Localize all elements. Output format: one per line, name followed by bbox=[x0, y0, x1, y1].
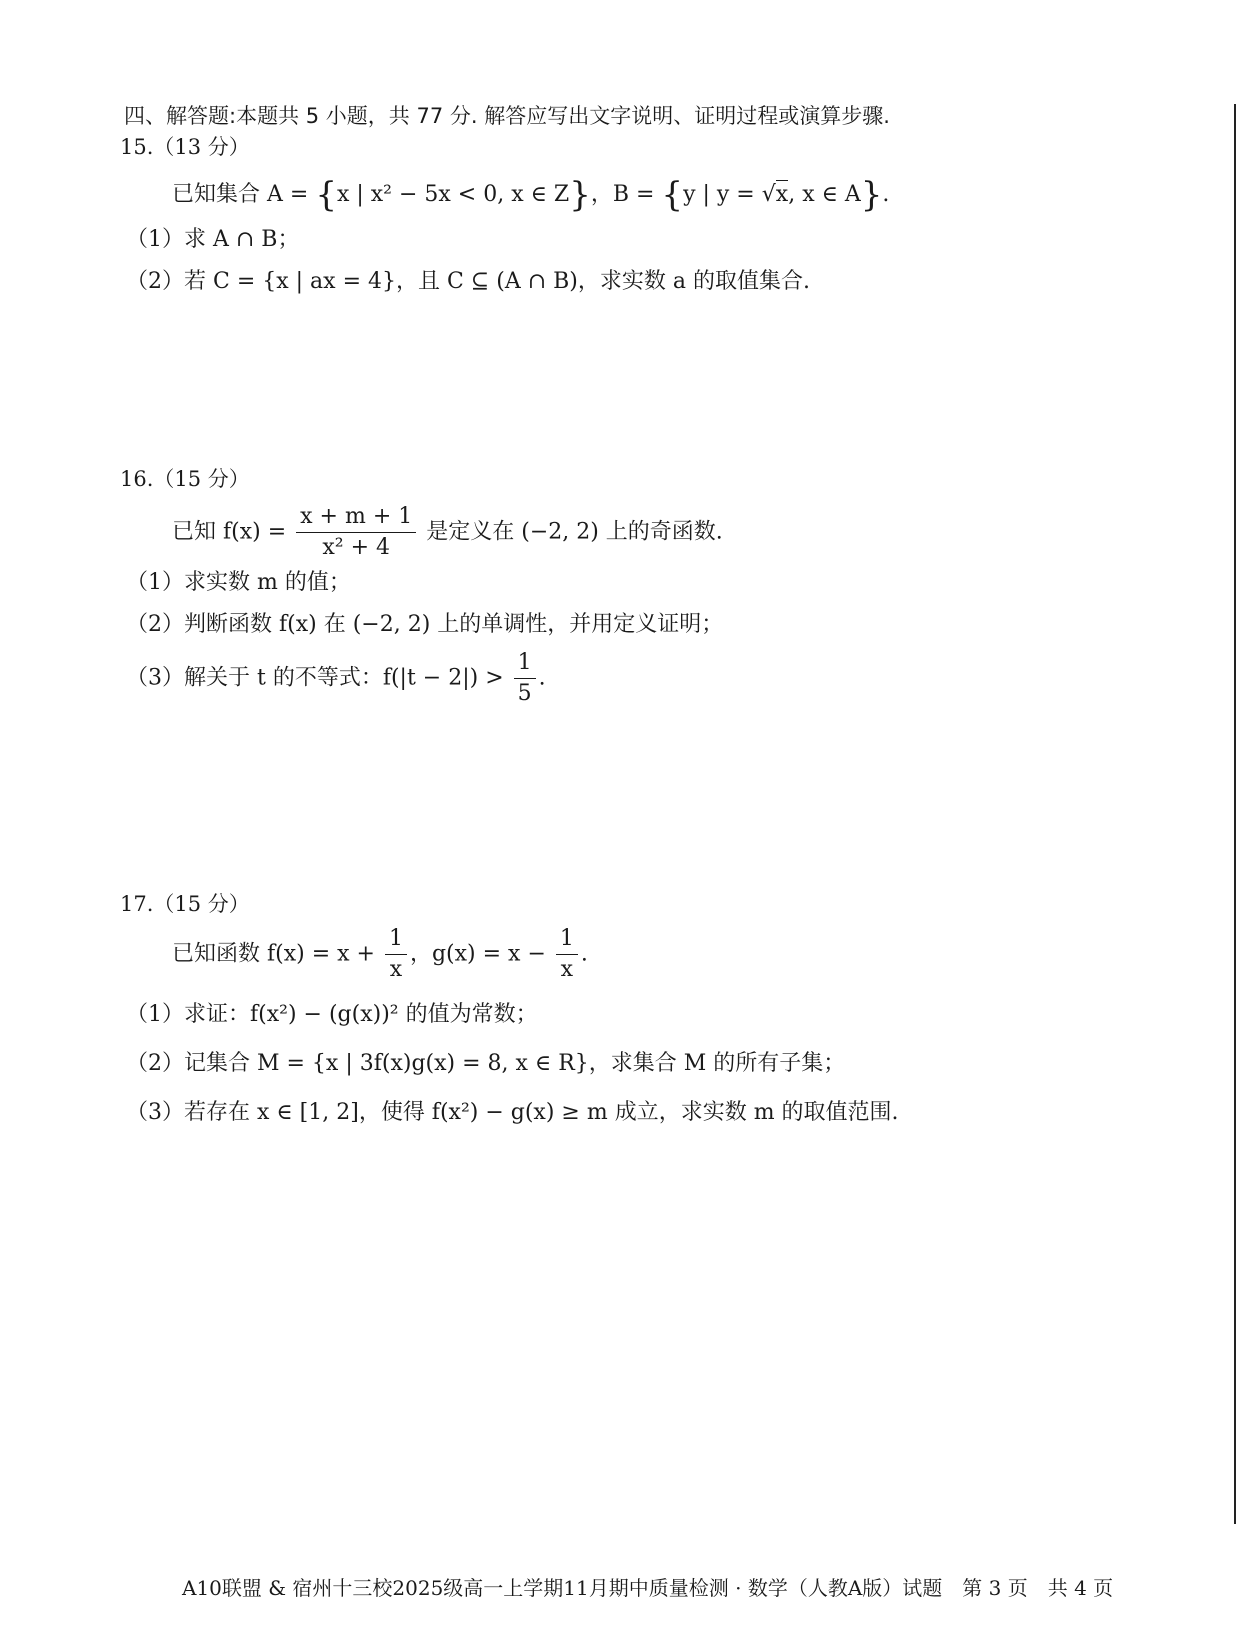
q16-part3-fraction bbox=[514, 652, 536, 705]
q16-part3-prefix: （3）解关于 t 的不等式：f(|t − 2|) > bbox=[126, 665, 511, 691]
q17-g-fraction bbox=[556, 928, 578, 981]
q17-g-numerator: 1 bbox=[556, 928, 578, 955]
q16-part3 bbox=[126, 652, 546, 705]
q16-fraction-numerator: x + m + 1 bbox=[296, 506, 416, 533]
q17-f-fraction bbox=[385, 928, 407, 981]
q15-part1: （1）求 A ∩ B； bbox=[126, 227, 300, 252]
q17-given-mid: ，g(x) = x − bbox=[409, 941, 553, 967]
q15-set-b-pre: y | y = bbox=[683, 182, 762, 207]
q16-part1: （1）求实数 m 的值； bbox=[126, 570, 351, 595]
q15-sqrt-arg: x bbox=[775, 182, 789, 207]
q16-fraction bbox=[296, 506, 416, 559]
section-title: 四、解答题:本题共 5 小题，共 77 分. 解答应写出文字说明、证明过程或演算步骤. bbox=[124, 104, 890, 128]
q17-f-numerator: 1 bbox=[385, 928, 407, 955]
q15-set-a-left-brace: { bbox=[315, 175, 337, 215]
page-footer: A10联盟 & 宿州十三校2025级高一上学期11月期中质量检测 · 数学（人教A版）试题 第 3 页 共 4 页 bbox=[182, 1576, 1114, 1600]
q16-number: 16.（15 分） bbox=[120, 467, 250, 491]
q17-given bbox=[172, 928, 588, 981]
q15-set-a-right-brace: } bbox=[569, 175, 591, 215]
q17-g-denominator: x bbox=[560, 957, 574, 982]
q16-part3-numerator: 1 bbox=[514, 652, 536, 679]
q16-given-suffix: 是定义在 (−2, 2) 上的奇函数. bbox=[419, 519, 723, 545]
q17-part3: （3）若存在 x ∈ [1, 2]，使得 f(x²) − g(x) ≥ m 成立，求实数 m 的取值范围. bbox=[126, 1100, 899, 1125]
q15-given bbox=[172, 175, 890, 215]
q17-number: 17.（15 分） bbox=[120, 892, 250, 916]
q17-given-end: . bbox=[580, 941, 588, 967]
q16-given-prefix: 已知 f(x) = bbox=[172, 519, 294, 545]
q16-part2: （2）判断函数 f(x) 在 (−2, 2) 上的单调性，并用定义证明； bbox=[126, 612, 724, 637]
sqrt-icon: √ bbox=[761, 182, 776, 207]
q16-fraction-denominator: x² + 4 bbox=[322, 535, 391, 560]
q15-part2: （2）若 C = {x | ax = 4}，且 C ⊆ (A ∩ B)，求实数 a 的取值集合. bbox=[126, 269, 810, 294]
q17-part2: （2）记集合 M = {x | 3f(x)g(x) = 8, x ∈ R}，求集合 M 的所有子集； bbox=[126, 1051, 846, 1076]
q15-set-a: x | x² − 5x < 0, x ∈ Z bbox=[336, 182, 570, 207]
q15-given-end: . bbox=[882, 182, 890, 207]
q17-given-prefix: 已知函数 f(x) = x + bbox=[172, 941, 382, 967]
q16-given bbox=[172, 506, 723, 559]
q15-number: 15.（13 分） bbox=[120, 135, 250, 159]
q15-set-b-right-brace: } bbox=[860, 175, 883, 215]
q16-part3-suffix: . bbox=[538, 665, 546, 691]
q17-part1: （1）求证：f(x²) − (g(x))² 的值为常数； bbox=[126, 1002, 538, 1027]
page-edge-rule bbox=[1234, 104, 1236, 1524]
q15-given-mid: ，B = bbox=[590, 182, 662, 207]
q15-set-b-post: , x ∈ A bbox=[788, 182, 861, 207]
q17-f-denominator: x bbox=[389, 957, 403, 982]
q15-given-prefix: 已知集合 A = bbox=[172, 182, 316, 207]
q15-set-b-left-brace: { bbox=[661, 175, 684, 215]
q16-part3-denominator: 5 bbox=[517, 681, 532, 706]
